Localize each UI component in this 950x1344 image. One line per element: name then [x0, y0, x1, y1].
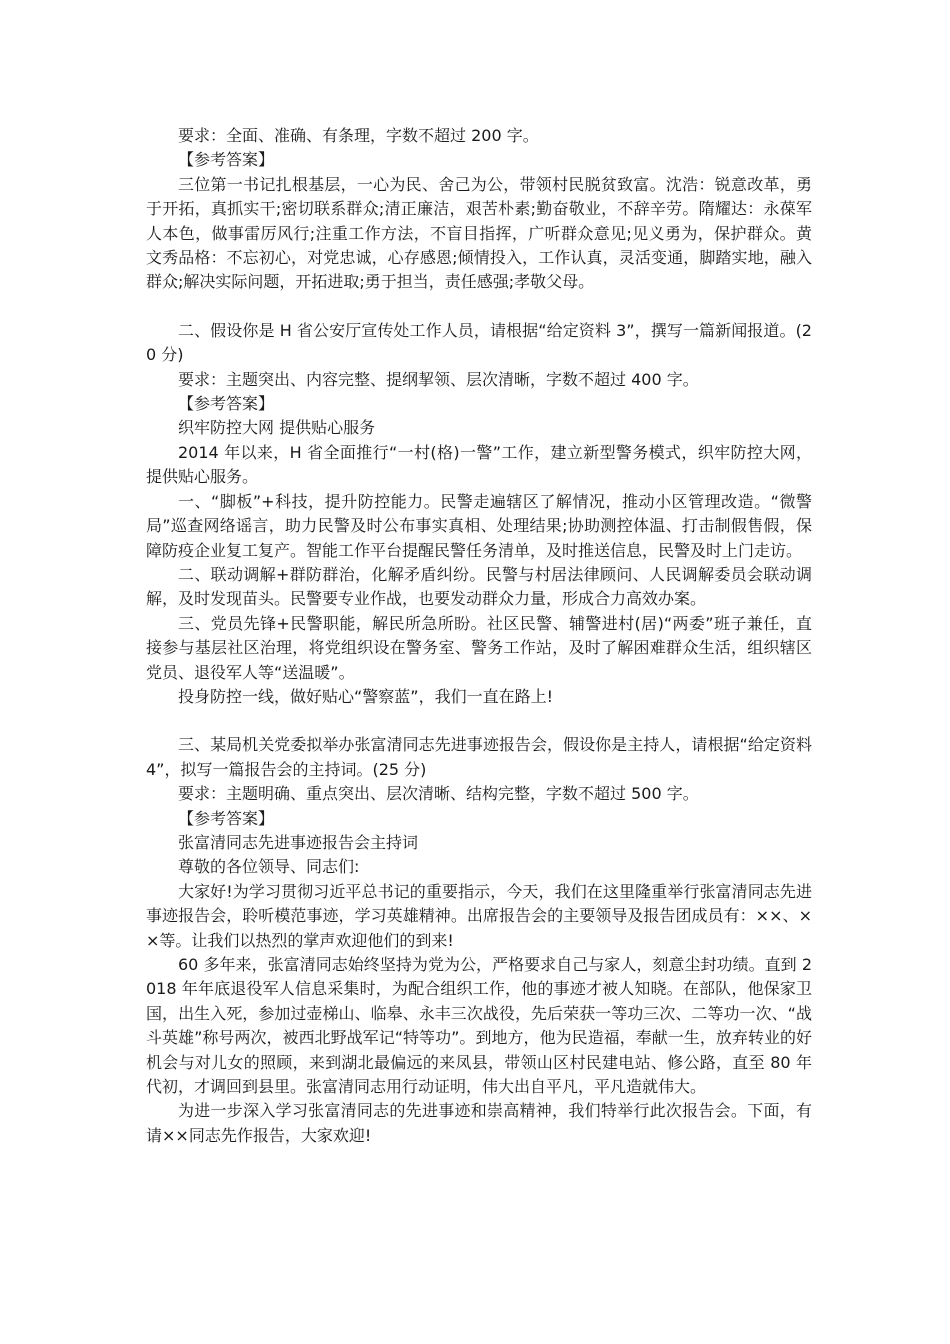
section2-point-2: 二、联动调解+群防群治，化解矛盾纠纷。民警与村居法律顾问、人民调解委员会联动调解，及时发现苗头。民警要专业作战，也要发动群众力量，形成合力高效办案。: [146, 564, 812, 609]
section-spacer: [146, 709, 812, 733]
section3-speech-title: 张富清同志先进事迹报告会主持词: [178, 832, 419, 852]
section1-answer: 三位第一书记扎根基层，一心为民、舍己为公，带领村民脱贫致富。沈浩：锐意改革，勇于开拓，真抓实干;密切联系群众;清正廉洁，艰苦朴素;勤奋敬业，不辞辛劳。隋耀达：永葆军人本色，做事雷厉风行;注重工作方法，不盲目指挥，广听群众意见;见义勇为，保护群众。黄文秀品格：不忘初心，对党忠诚，心存感恩;倾情投入，工作认真，灵活变通，脚踏实地，融入群众;解决实际问题，开拓进取;勇于担当，责任感强;孝敬父母。: [146, 174, 812, 292]
section2-question: 二、假设你是 H 省公安厅宣传处工作人员，请根据“给定资料 3”，撰写一篇新闻报道。(20 分): [146, 320, 812, 365]
section3-paragraph-1: 大家好!为学习贯彻习近平总书记的重要指示，今天，我们在这里隆重举行张富清同志先进事迹报告会，聆听模范事迹，学习英雄精神。出席报告会的主要领导及报告团成员有：××、××等。让我们以热烈的掌声欢迎他们的到来!: [146, 881, 812, 950]
document-page: [146, 124, 812, 1148]
section1-requirement: 要求：全面、准确、有条理，字数不超过 200 字。: [178, 126, 539, 145]
section3-paragraph-3: 为进一步深入学习张富清同志的先进事迹和崇高精神，我们特举行此次报告会。下面，有请××同志先作报告，大家欢迎!: [146, 1101, 812, 1145]
section1-answer-label: 【参考答案】: [178, 150, 275, 170]
section3-question: 三、某局机关党委拟举办张富清同志先进事迹报告会，假设你是主持人，请根据“给定资料 4”，拟写一篇报告会的主持词。(25 分): [146, 735, 812, 779]
section3-paragraph-2: 60 多年来，张富清同志始终坚持为党为公，严格要求自己与家人，刻意尘封功绩。直到 2018 年年底退役军人信息采集时，为配合组织工作，他的事迹才被人知晓。在部队，他保家卫国，出生入死，参加过壶梯山、临皋、永丰三次战役，先后荣获一等功三次、二等功一次、“战斗英雄”称号两次，被西北野战军记“特等功”。到地方，他为民造福，奉献一生，放弃转业的好机会与对儿女的照顾，来到湖北最偏远的来凤县，带领山区村民建电站、修公路，直至 80 年代初，才调回到县里。张富清同志用行动证明，伟大出自平凡，平凡造就伟大。: [146, 955, 812, 1097]
section2-article-title: 织牢防控大网 提供贴心服务: [178, 418, 376, 438]
section3-answer-label: 【参考答案】: [178, 808, 275, 828]
section2-intro: 2014 年以来，H 省全面推行“一村(格)一警”工作，建立新型警务模式，织牢防控大网，提供贴心服务。: [146, 442, 812, 487]
section2-requirement: 要求：主题突出、内容完整、提纲挈领、层次清晰，字数不超过 400 字。: [178, 369, 699, 389]
section3-greeting: 尊敬的各位领导、同志们:: [178, 857, 360, 877]
section2-answer-label: 【参考答案】: [178, 394, 275, 414]
section2-point-3: 三、党员先锋+民警职能，解民所急所盼。社区民警、辅警进村(居)“两委”班子兼任，直接参与基层社区治理，将党组织设在警务室、警务工作站，及时了解困难群众生活，组织辖区党员、退役军人等“送温暖”。: [146, 613, 812, 682]
section2-point-1: 一、“脚板”+科技，提升防控能力。民警走遍辖区了解情况，推动小区管理改造。“微警局”巡查网络谣言，助力民警及时公布事实真相、处理结果;协助测控体温、打击制假售假，保障防疫企业复工复产。智能工作平台提醒民警任务清单，及时推送信息，民警及时上门走访。: [146, 491, 812, 560]
section2-closing: 投身防控一线，做好贴心“警察蓝”，我们一直在路上!: [178, 686, 553, 706]
section3-requirement: 要求：主题明确、重点突出、层次清晰、结构完整，字数不超过 500 字。: [178, 784, 699, 804]
section-spacer: [146, 295, 812, 319]
